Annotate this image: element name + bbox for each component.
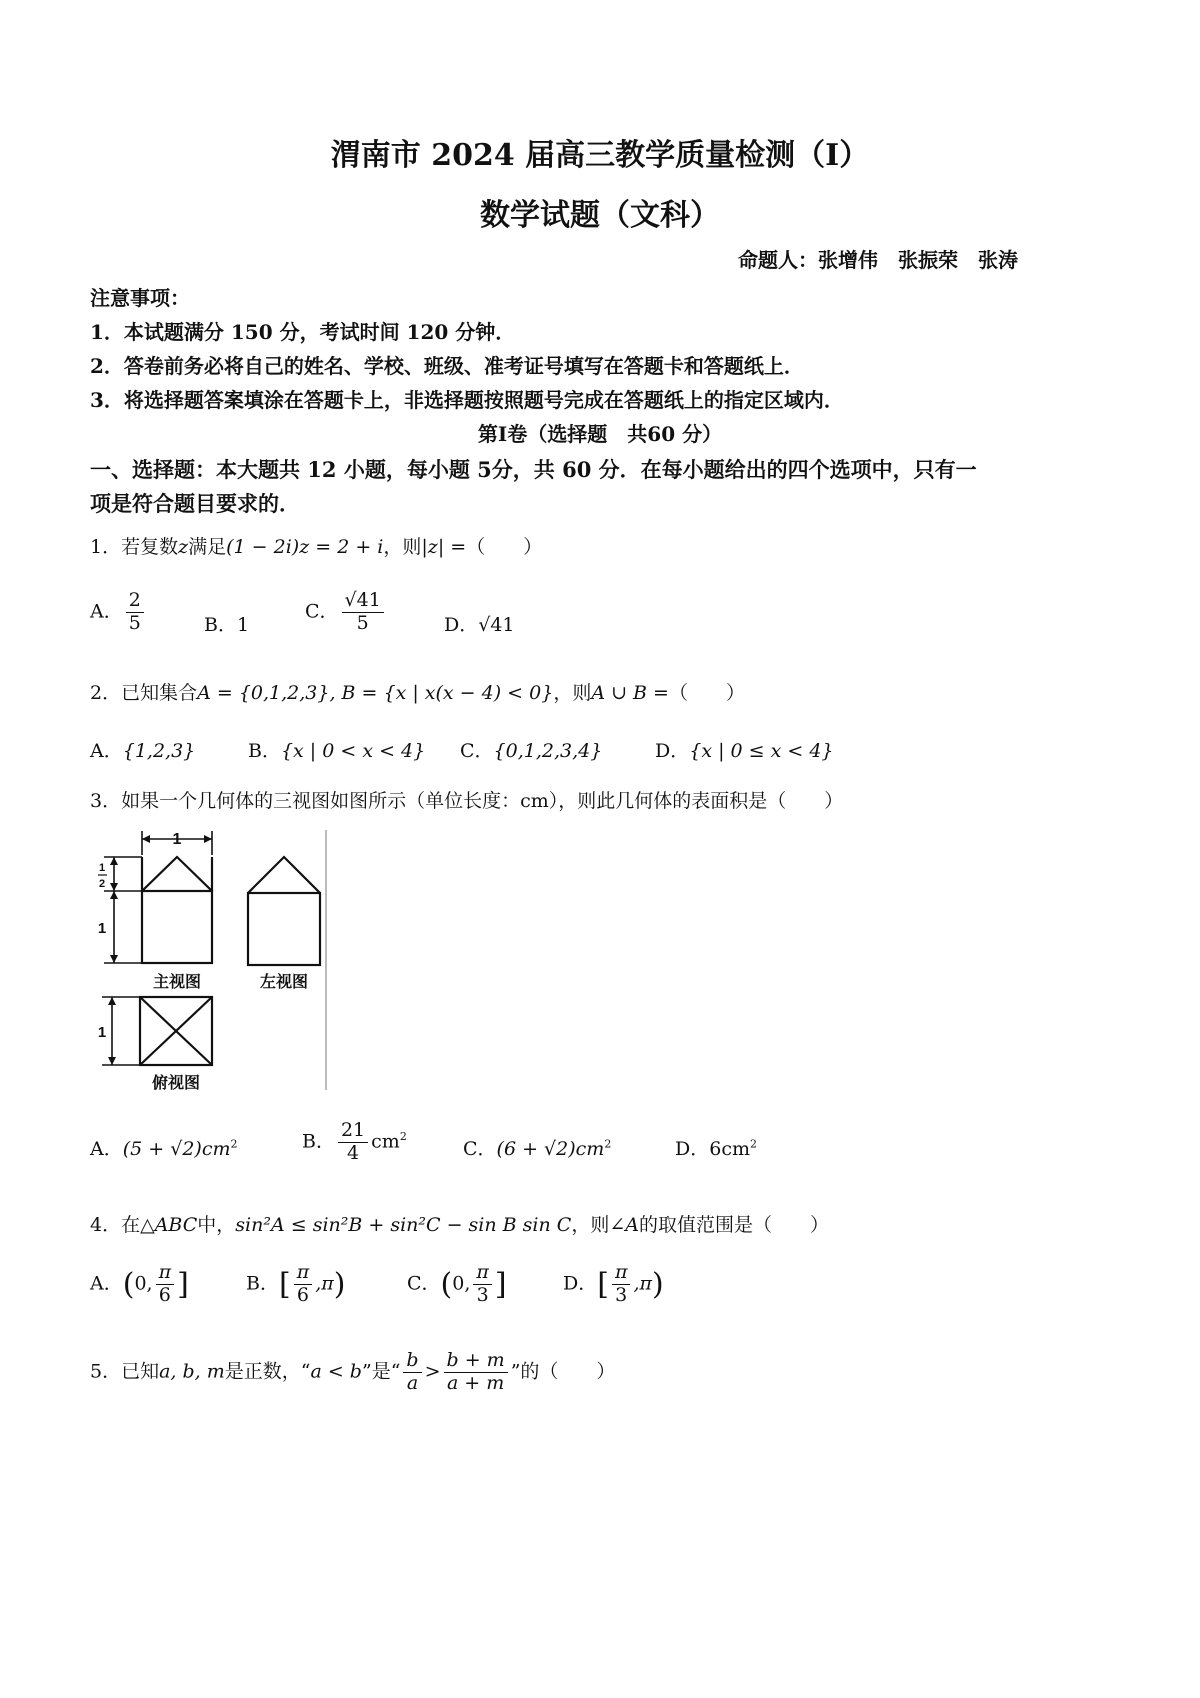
- fraction-denominator: 6: [158, 1283, 171, 1306]
- q4-option-a: [90, 1262, 189, 1307]
- option-label: C．: [463, 1138, 497, 1160]
- q2-option-d: [655, 736, 834, 763]
- q1-modulus: |z| =: [421, 536, 467, 558]
- fraction-denominator: 4: [347, 1141, 360, 1164]
- fraction: [342, 590, 384, 635]
- q4-triangle: △ABC: [140, 1214, 198, 1236]
- dim-half-numerator: 1: [98, 862, 106, 874]
- q1-var-z: z: [178, 536, 189, 558]
- q4-option-b: [246, 1262, 345, 1307]
- option-label: B．: [204, 614, 237, 636]
- option-value: {x | 0 ≤ x < 4}: [689, 740, 834, 762]
- option-value: (6 + √2)cm: [496, 1138, 605, 1160]
- option-label: B．: [302, 1130, 335, 1153]
- section-intro-line: 一、选择题：本大题共 12 小题，每小题 5分，共 60 分．在每小题给出的四个选项中，只有一: [90, 457, 977, 482]
- q3-option-a: [90, 1134, 238, 1161]
- q1-option-a: [90, 590, 147, 635]
- fraction-numerator: 21: [338, 1120, 368, 1143]
- q5-vars: a, b, m: [159, 1360, 225, 1383]
- q4-option-d: [563, 1262, 664, 1307]
- q2-stem-pre: 2．已知集合: [90, 682, 198, 704]
- option-exponent: 2: [604, 1137, 612, 1151]
- interval-right: ,π: [315, 1272, 334, 1295]
- q4-option-c: [407, 1262, 507, 1307]
- option-exponent: 2: [399, 1130, 407, 1144]
- fraction-denominator: 5: [128, 611, 141, 634]
- question-3-stem: 3．如果一个几何体的三视图如图所示（单位长度：cm），则此几何体的表面积是（ ）: [90, 790, 844, 812]
- notice-heading: 注意事项：: [90, 286, 190, 310]
- option-label: D．: [444, 614, 479, 636]
- q4-stem-end: 的取值范围是（ ）: [638, 1214, 829, 1236]
- option-value: {1,2,3}: [122, 740, 196, 762]
- fraction-numerator: 2: [126, 590, 144, 613]
- option-value: {0,1,2,3,4}: [493, 740, 603, 762]
- q1-blank: （ ）: [466, 536, 543, 558]
- option-unit: cm: [371, 1130, 400, 1153]
- q3-option-d: [675, 1134, 757, 1161]
- notice-item: 1．本试题满分 150 分，考试时间 120 分钟．: [90, 320, 516, 344]
- q1-option-c: [305, 590, 387, 635]
- interval-open: (: [440, 1266, 453, 1302]
- question-2-stem: [90, 678, 745, 705]
- fraction-numerator: b: [403, 1350, 421, 1373]
- fraction-numerator: π: [156, 1262, 175, 1285]
- fraction: [126, 590, 144, 635]
- q4-stem-then: ，则: [571, 1214, 610, 1236]
- interval-open: (: [122, 1266, 135, 1302]
- fraction-denominator: 3: [476, 1283, 489, 1306]
- question-5-stem: [90, 1350, 615, 1395]
- q2-option-a: [90, 736, 195, 763]
- q1-equation: (1 − 2i)z = 2 + i: [226, 536, 384, 558]
- q2-stem-then: ，则: [553, 682, 592, 704]
- q4-stem-mid: 中，: [197, 1214, 236, 1236]
- interval-right: ,π: [633, 1272, 652, 1295]
- q1-stem-pre: 1．若复数: [90, 536, 179, 558]
- interval-close: ]: [494, 1266, 507, 1302]
- fraction: [403, 1350, 421, 1395]
- q2-blank: （ ）: [668, 682, 745, 704]
- option-label: C．: [305, 600, 339, 623]
- q5-gt: >: [424, 1360, 441, 1383]
- option-value: 6cm: [709, 1138, 750, 1160]
- interval-close: ): [651, 1266, 664, 1302]
- option-exponent: 2: [230, 1137, 238, 1151]
- fraction-denominator: 5: [356, 611, 369, 634]
- exam-title: 渭南市 2024 届高三教学质量检测（Ⅰ）: [330, 138, 870, 173]
- fraction-numerator: π: [294, 1262, 313, 1285]
- three-view-figure: [90, 825, 330, 1095]
- fraction: [294, 1262, 313, 1307]
- fraction-numerator: π: [612, 1262, 631, 1285]
- section-intro-line: 项是符合题目要求的．: [90, 491, 300, 516]
- fraction: [473, 1262, 492, 1307]
- exam-subtitle: 数学试题（文科）: [480, 198, 720, 233]
- fraction: [156, 1262, 175, 1307]
- interval-left: 0,: [452, 1272, 471, 1295]
- q2-option-b: [248, 736, 425, 763]
- q1-option-d: [444, 610, 515, 637]
- dim-top-view-label: 1: [97, 1024, 107, 1041]
- option-value: 1: [236, 614, 250, 636]
- q1-stem-then: ，则: [383, 536, 422, 558]
- q4-inequality: sin²A ≤ sin²B + sin²C − sin B sin C: [235, 1214, 572, 1236]
- dim-body-label: 1: [97, 920, 107, 937]
- fraction-denominator: 3: [615, 1283, 628, 1306]
- option-exponent: 2: [749, 1137, 757, 1151]
- option-label: A．: [90, 600, 123, 623]
- q3-option-c: [463, 1134, 611, 1161]
- option-label: D．: [563, 1272, 598, 1295]
- fraction-numerator: π: [473, 1262, 492, 1285]
- q5-stem-pre: 5．已知: [90, 1360, 160, 1383]
- section-title: 第Ⅰ卷（选择题 共60 分）: [477, 422, 723, 446]
- interval-close: ]: [177, 1266, 189, 1302]
- option-label: B．: [248, 740, 281, 762]
- front-view-label: 主视图: [152, 974, 202, 991]
- q2-sets: A = {0,1,2,3}, B = {x | x(x − 4) < 0}: [197, 682, 554, 704]
- q4-stem-pre: 4．在: [90, 1214, 141, 1236]
- option-label: A．: [90, 1138, 123, 1160]
- fraction: [444, 1350, 508, 1395]
- authors-line: 命题人：张增伟 张振荣 张涛: [738, 248, 1018, 272]
- interval-close: ): [333, 1266, 346, 1302]
- q2-option-c: [460, 736, 602, 763]
- option-label: D．: [675, 1138, 710, 1160]
- option-label: B．: [246, 1272, 279, 1295]
- fraction-denominator: 6: [296, 1283, 309, 1306]
- dim-width-label: 1: [172, 831, 182, 848]
- q1-option-b: [204, 610, 249, 637]
- dim-half-denominator: 2: [98, 878, 106, 890]
- q2-union: A ∪ B =: [591, 682, 669, 704]
- interval-open: [: [278, 1266, 291, 1302]
- fraction-numerator: b + m: [444, 1350, 508, 1373]
- q5-stem-end: ”的（ ）: [510, 1360, 616, 1383]
- notice-item: 3．将选择题答案填涂在答题卡上，非选择题按照题号完成在答题纸上的指定区域内．: [90, 388, 844, 412]
- fraction: [612, 1262, 631, 1307]
- option-label: C．: [407, 1272, 441, 1295]
- fraction-numerator: √41: [342, 590, 384, 613]
- option-label: D．: [655, 740, 690, 762]
- q3-option-b: [302, 1120, 407, 1165]
- option-value: √41: [478, 614, 515, 636]
- top-view-label: 俯视图: [151, 1075, 201, 1092]
- option-label: A．: [90, 1272, 123, 1295]
- option-value: {x | 0 < x < 4}: [280, 740, 426, 762]
- option-value: (5 + √2)cm: [122, 1138, 231, 1160]
- fraction: [338, 1120, 368, 1165]
- fraction-denominator: a: [406, 1371, 419, 1394]
- q1-stem-mid: 满足: [188, 536, 227, 558]
- q5-stem-mid: 是正数，“: [224, 1360, 311, 1383]
- q4-angle: ∠A: [609, 1214, 639, 1236]
- option-label: C．: [460, 740, 494, 762]
- notice-item: 2．答卷前务必将自己的姓名、学校、班级、准考证号填写在答题卡和答题纸上．: [90, 354, 804, 378]
- question-4-stem: [90, 1210, 829, 1237]
- interval-left: 0,: [134, 1272, 153, 1295]
- option-label: A．: [90, 740, 123, 762]
- interval-open: [: [597, 1266, 609, 1302]
- left-view-label: 左视图: [259, 974, 309, 991]
- fraction-denominator: a + m: [446, 1371, 505, 1394]
- q5-condition: a < b: [310, 1360, 362, 1383]
- q5-stem-mid2: ”是“: [361, 1360, 401, 1383]
- question-1-stem: [90, 532, 542, 559]
